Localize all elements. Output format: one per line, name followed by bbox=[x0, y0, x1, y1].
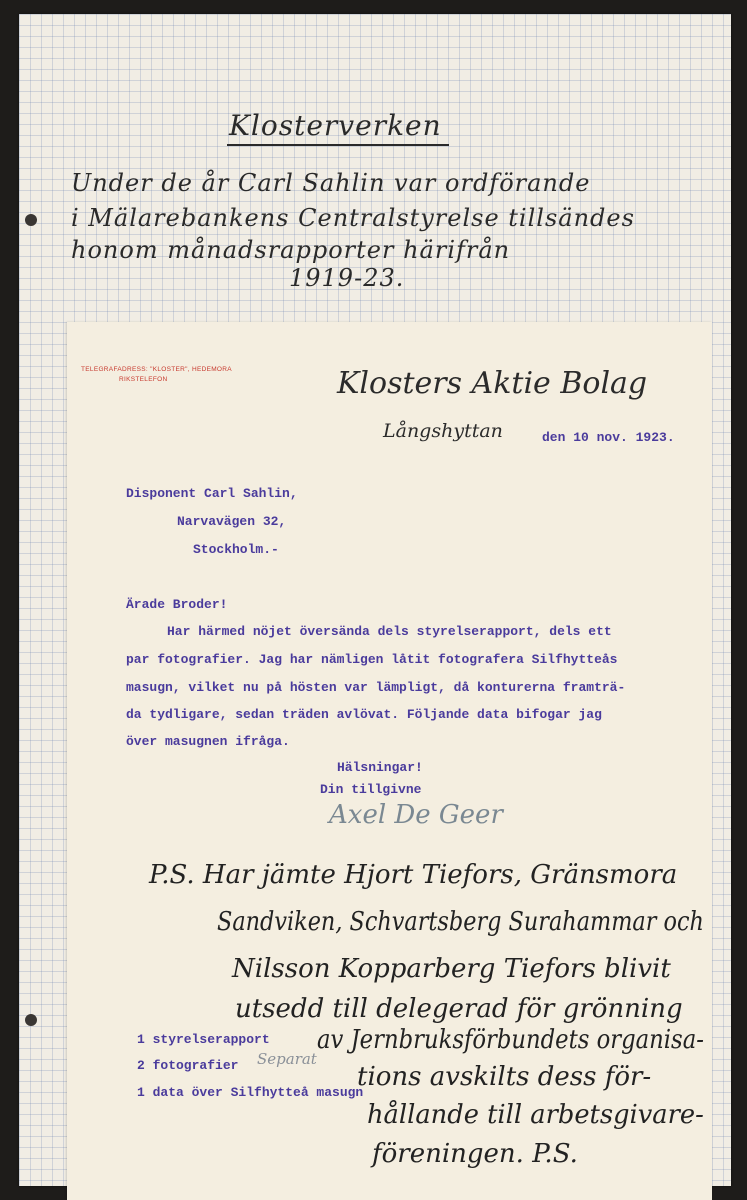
body-line: da tydligare, sedan träden avlövat. Följande data bifogar jag bbox=[126, 707, 602, 722]
greeting: Hälsningar! bbox=[337, 760, 423, 775]
telegram-address: TELEGRAFADRESS: "KLOSTER", HEDEMORA bbox=[81, 366, 232, 373]
body-line: masugn, vilket nu på hösten var lämpligt, då konturerna framträ- bbox=[126, 680, 626, 695]
recipient-line: Disponent Carl Sahlin, bbox=[126, 486, 298, 501]
company-name: Klosters Aktie Bolag bbox=[337, 366, 648, 401]
letter-sheet bbox=[67, 322, 712, 1200]
punch-hole bbox=[25, 214, 37, 226]
recipient-line: Narvavägen 32, bbox=[177, 514, 287, 529]
handwritten-note-line: i Mälarebankens Centralstyrelse tillsändes bbox=[71, 204, 635, 232]
letter-date: den 10 nov. 1923. bbox=[542, 430, 675, 445]
recipient-line: Stockholm.- bbox=[193, 542, 279, 557]
body-line: över masugnen ifråga. bbox=[126, 734, 290, 749]
postscript-line: av Jernbruksförbundets organisa- bbox=[317, 1025, 704, 1055]
body-line: Har härmed nöjet översända dels styrelserapport, dels ett bbox=[167, 624, 612, 639]
body-line: par fotografier. Jag har nämligen låtit fotografera Silfhytteås bbox=[126, 652, 618, 667]
handwritten-note-line: Under de år Carl Sahlin var ordförande bbox=[71, 169, 591, 197]
handwritten-note-line: 1919-23. bbox=[289, 264, 405, 292]
postscript-line: utsedd till delegerad för grönning bbox=[235, 994, 683, 1024]
enclosure-line: 1 data över Silfhytteå masugn bbox=[137, 1085, 364, 1100]
letter-place: Långshyttan bbox=[383, 420, 503, 442]
letterhead-telegram bbox=[81, 365, 232, 385]
heading-underline bbox=[227, 144, 449, 146]
notebook-page bbox=[19, 14, 731, 1186]
signature: Axel De Geer bbox=[329, 800, 503, 830]
phone-line: RIKSTELEFON bbox=[119, 376, 168, 383]
handwritten-heading: Klosterverken bbox=[229, 109, 442, 142]
postscript-line: tions avskilts dess för- bbox=[357, 1062, 652, 1092]
postscript-line: hållande till arbetsgivare- bbox=[367, 1100, 704, 1130]
closing: Din tillgivne bbox=[320, 782, 422, 797]
handwritten-note-line: honom månadsrapporter härifrån bbox=[71, 236, 511, 264]
salutation: Ärade Broder! bbox=[126, 597, 228, 612]
postscript-line: P.S. Har jämte Hjort Tiefors, Gränsmora bbox=[149, 860, 678, 890]
punch-hole bbox=[25, 1014, 37, 1026]
enclosure-line: 2 fotografier bbox=[137, 1058, 239, 1073]
enclosure-line: 1 styrelserapport bbox=[137, 1032, 270, 1047]
postscript-line: föreningen. P.S. bbox=[372, 1139, 578, 1169]
postscript-line: Sandviken, Schvartsberg Surahammar och bbox=[217, 907, 704, 937]
postscript-line: Nilsson Kopparberg Tiefors blivit bbox=[232, 954, 671, 984]
pencil-note: Separat bbox=[257, 1050, 317, 1068]
